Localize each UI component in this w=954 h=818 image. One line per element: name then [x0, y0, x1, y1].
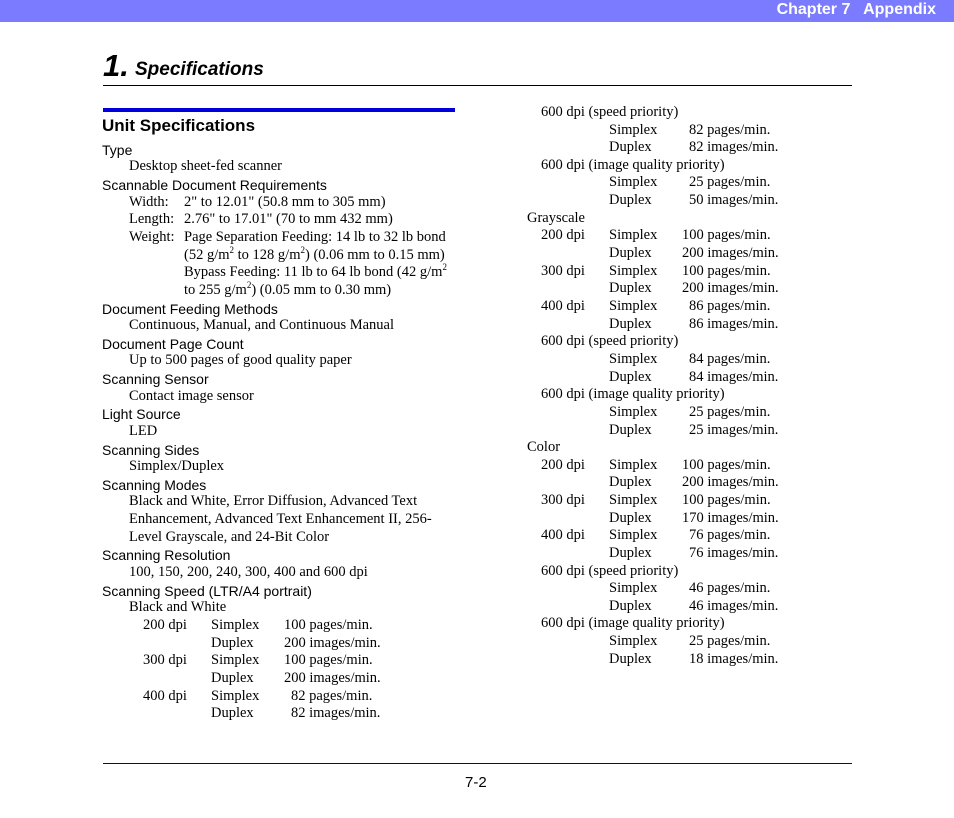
- spec-value-weight-line2: (52 $g/m^2$ to 128 $g/m^2$) (0.06 mm to 0.15 mm): [184, 245, 445, 263]
- speed-value: 100 pages/min.: [682, 227, 771, 243]
- speed-mode: Simplex: [609, 527, 658, 543]
- speed-value: 46 images/min.: [689, 598, 779, 614]
- title-divider: [103, 85, 852, 86]
- spec-label-weight: Weight:: [129, 229, 175, 245]
- spec-value-modes-line3: Level Grayscale, and 24-Bit Color: [129, 529, 330, 545]
- speed-subgroup-label: 600 dpi (image quality priority): [541, 386, 725, 402]
- speed-value: 200 images/min.: [284, 635, 381, 651]
- spec-heading-type: Type: [102, 142, 133, 158]
- speed-value: 25 pages/min.: [689, 404, 771, 420]
- title-number: 1.: [103, 48, 129, 83]
- speed-group-grayscale: Grayscale: [527, 210, 585, 226]
- speed-value: 82 images/min.: [291, 705, 381, 721]
- speed-value: 170 images/min.: [682, 510, 779, 526]
- speed-mode: Duplex: [609, 545, 652, 561]
- spec-value-modes-line1: Black and White, Error Diffusion, Advanced Text: [129, 493, 418, 509]
- spec-value-feeding: Continuous, Manual, and Continuous Manual: [129, 317, 395, 333]
- speed-value: 76 images/min.: [689, 545, 779, 561]
- speed-mode: Duplex: [609, 245, 652, 261]
- speed-mode: Simplex: [211, 617, 260, 633]
- speed-mode: Simplex: [609, 122, 658, 138]
- speed-mode: Duplex: [609, 598, 652, 614]
- spec-heading-modes: Scanning Modes: [102, 477, 207, 493]
- speed-dpi: 200 dpi: [541, 227, 585, 243]
- speed-mode: Duplex: [609, 280, 652, 296]
- speed-mode: Duplex: [609, 474, 652, 490]
- spec-value-width: 2" to 12.01" (50.8 mm to 305 mm): [184, 194, 386, 210]
- speed-value: 100 pages/min.: [284, 652, 373, 668]
- speed-mode: Duplex: [609, 651, 652, 667]
- speed-mode: Simplex: [211, 688, 260, 704]
- speed-value: 84 images/min.: [689, 369, 779, 385]
- spec-heading-requirements: Scannable Document Requirements: [102, 177, 327, 193]
- spec-heading-feeding: Document Feeding Methods: [102, 301, 278, 317]
- speed-value: 100 pages/min.: [682, 457, 771, 473]
- speed-subgroup-label: 600 dpi (speed priority): [541, 333, 679, 349]
- spec-heading-sensor: Scanning Sensor: [102, 371, 209, 387]
- speed-dpi: 200 dpi: [143, 617, 187, 633]
- speed-mode: Simplex: [609, 580, 658, 596]
- speed-subgroup-label: 600 dpi (image quality priority): [541, 615, 725, 631]
- speed-mode: Duplex: [609, 316, 652, 332]
- speed-value: 86 pages/min.: [689, 298, 771, 314]
- speed-mode: Simplex: [609, 404, 658, 420]
- speed-group-color: Color: [527, 439, 561, 455]
- speed-mode: Simplex: [609, 457, 658, 473]
- speed-subgroup-label: 600 dpi (image quality priority): [541, 157, 725, 173]
- speed-value: 200 images/min.: [682, 474, 779, 490]
- spec-label-width: Width:: [129, 194, 169, 210]
- spec-value-sensor: Contact image sensor: [129, 388, 254, 404]
- speed-value: 46 pages/min.: [689, 580, 771, 596]
- speed-value: 50 images/min.: [689, 192, 779, 208]
- speed-mode: Duplex: [609, 369, 652, 385]
- page-title: Specifications: [135, 59, 264, 80]
- speed-mode: Simplex: [609, 351, 658, 367]
- speed-value: 25 pages/min.: [689, 633, 771, 649]
- spec-heading-sides: Scanning Sides: [102, 442, 200, 458]
- speed-mode: Duplex: [211, 635, 254, 651]
- speed-subgroup-label: 600 dpi (speed priority): [541, 563, 679, 579]
- spec-value-sides: Simplex/Duplex: [129, 458, 225, 474]
- speed-value: 82 images/min.: [689, 139, 779, 155]
- speed-value: 86 images/min.: [689, 316, 779, 332]
- speed-dpi: 300 dpi: [143, 652, 187, 668]
- speed-mode: Duplex: [609, 510, 652, 526]
- speed-value: 100 pages/min.: [682, 263, 771, 279]
- speed-mode: Duplex: [609, 192, 652, 208]
- spec-value-page-count: Up to 500 pages of good quality paper: [129, 352, 352, 368]
- speed-value: 82 pages/min.: [689, 122, 771, 138]
- speed-mode: Duplex: [211, 705, 254, 721]
- speed-dpi: 300 dpi: [541, 492, 585, 508]
- speed-dpi: 200 dpi: [541, 457, 585, 473]
- speed-value: 100 pages/min.: [284, 617, 373, 633]
- spec-heading-speed: Scanning Speed (LTR/A4 portrait): [102, 583, 312, 599]
- speed-value: 18 images/min.: [689, 651, 779, 667]
- speed-value: 100 pages/min.: [682, 492, 771, 508]
- speed-mode: Simplex: [609, 174, 658, 190]
- speed-mode: Duplex: [609, 422, 652, 438]
- speed-value: 200 images/min.: [682, 245, 779, 261]
- speed-mode: Simplex: [609, 298, 658, 314]
- spec-heading-light: Light Source: [102, 406, 181, 422]
- speed-value: 76 pages/min.: [689, 527, 771, 543]
- spec-heading-resolution: Scanning Resolution: [102, 547, 231, 563]
- spec-value-light: LED: [129, 423, 158, 439]
- speed-mode: Simplex: [609, 633, 658, 649]
- speed-value: 82 pages/min.: [291, 688, 373, 704]
- section-title: Unit Specifications: [102, 116, 256, 135]
- page-number: 7-2: [465, 774, 487, 791]
- spec-value-length: 2.76" to 17.01" (70 to mm 432 mm): [184, 211, 393, 227]
- spec-heading-page-count: Document Page Count: [102, 336, 244, 352]
- speed-mode: Simplex: [609, 227, 658, 243]
- speed-group-bw: Black and White: [129, 599, 227, 615]
- speed-value: 25 pages/min.: [689, 174, 771, 190]
- section-accent-bar: [103, 108, 455, 112]
- spec-label-length: Length:: [129, 211, 175, 227]
- spec-value-weight-line3: Bypass Feeding: 11 lb to 64 lb bond (42 $g/m^2$: [184, 262, 447, 280]
- speed-value: 200 images/min.: [682, 280, 779, 296]
- speed-mode: Duplex: [609, 139, 652, 155]
- speed-value: 84 pages/min.: [689, 351, 771, 367]
- spec-value-modes-line2: Enhancement, Advanced Text Enhancement II, 256-: [129, 511, 432, 527]
- spec-value-resolution: 100, 150, 200, 240, 300, 400 and 600 dpi: [129, 564, 368, 580]
- speed-dpi: 400 dpi: [143, 688, 187, 704]
- chapter-label: Chapter 7 Appendix: [776, 1, 936, 18]
- spec-value-type: Desktop sheet-fed scanner: [129, 158, 282, 174]
- footer-divider: [103, 763, 852, 764]
- speed-mode: Simplex: [609, 263, 658, 279]
- speed-dpi: 400 dpi: [541, 527, 585, 543]
- spec-value-weight-line1: Page Separation Feeding: 14 lb to 32 lb bond: [184, 229, 446, 245]
- speed-subgroup-label: 600 dpi (speed priority): [541, 104, 679, 120]
- speed-mode: Simplex: [609, 492, 658, 508]
- spec-value-weight-line4: to 255 $g/m^2$) (0.05 mm to 0.30 mm): [184, 280, 392, 298]
- speed-dpi: 300 dpi: [541, 263, 585, 279]
- speed-mode: Duplex: [211, 670, 254, 686]
- speed-value: 25 images/min.: [689, 422, 779, 438]
- speed-mode: Simplex: [211, 652, 260, 668]
- header-bar: [0, 0, 954, 22]
- speed-value: 200 images/min.: [284, 670, 381, 686]
- speed-dpi: 400 dpi: [541, 298, 585, 314]
